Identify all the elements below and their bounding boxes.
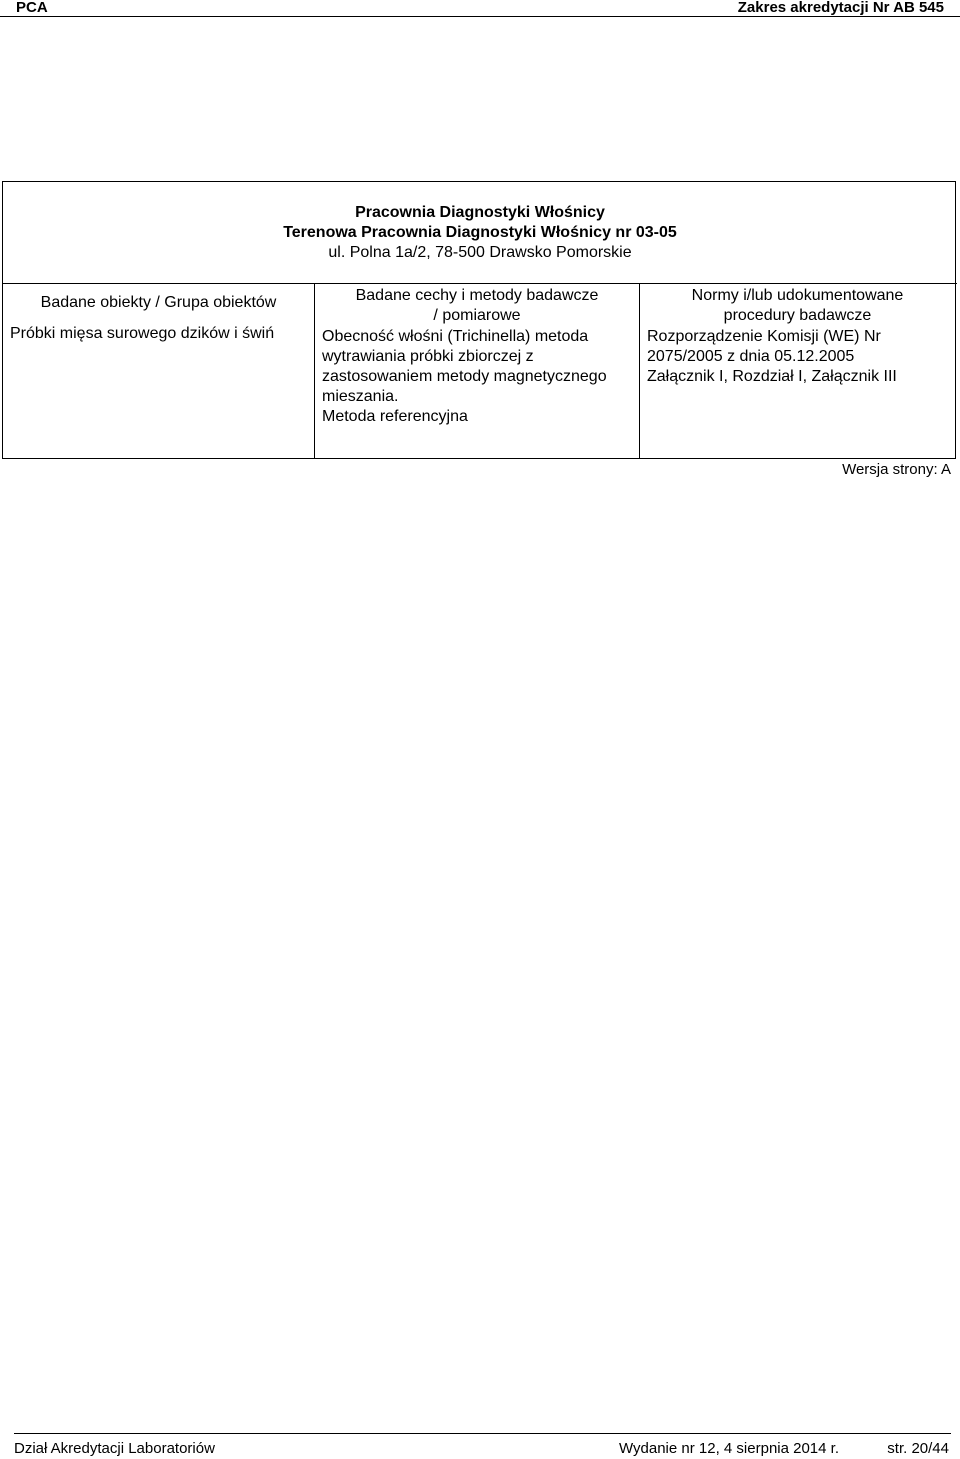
column-header-standards: Normy i/lub udokumentowane procedury badawcze	[691, 287, 904, 324]
method-note: Metoda referencyjna	[322, 408, 468, 425]
cell-method	[322, 327, 629, 427]
laboratory-name: Pracownia Diagnostyki Włośnicy	[355, 204, 605, 221]
header-left: PCA	[16, 0, 48, 16]
footer-department: Dział Akredytacji Laboratoriów	[14, 1440, 215, 1457]
header-right: Zakres akredytacji Nr AB 545	[737, 0, 944, 16]
cell-object: Próbki mięsa surowego dzików i świń	[10, 325, 275, 342]
cell-standard	[647, 327, 945, 387]
column-header-methods: Badane cechy i metody badawcze / pomiarowe	[355, 287, 599, 324]
column-methods	[315, 284, 640, 459]
method-text: Obecność włośni (Trichinella) metoda wytrawiania próbki zbiorczej z zastosowaniem metody magnetycznego mieszania.	[322, 328, 607, 405]
laboratory-unit: Terenowa Pracownia Diagnostyki Włośnicy nr 03-05	[283, 224, 677, 241]
header-divider	[0, 16, 960, 17]
standard-line-1: Rozporządzenie Komisji (WE) Nr 2075/2005 z dnia 05.12.2005	[647, 328, 881, 365]
footer-edition: Wydanie nr 12, 4 sierpnia 2014 r.	[619, 1440, 839, 1457]
page-version: Wersja strony: A	[842, 461, 951, 478]
footer-page-number: str. 20/44	[887, 1440, 949, 1457]
column-objects	[3, 284, 315, 459]
footer-divider	[14, 1433, 951, 1434]
laboratory-address: ul. Polna 1a/2, 78-500 Drawsko Pomorskie	[328, 244, 632, 261]
accreditation-table	[2, 181, 956, 459]
laboratory-block	[3, 182, 957, 284]
standard-line-2: Załącznik I, Rozdział I, Załącznik III	[647, 368, 897, 385]
column-header-objects: Badane obiekty / Grupa obiektów	[40, 294, 277, 311]
column-standards	[640, 284, 955, 459]
